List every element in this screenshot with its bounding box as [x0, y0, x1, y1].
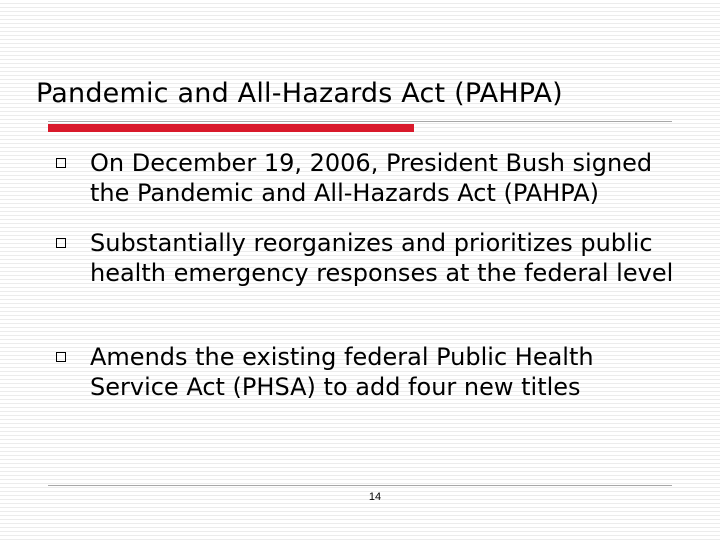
bullet-text: Substantially reorganizes and prioritizes public health emergency responses at the federal level [90, 229, 674, 287]
bullet-text: Amends the existing federal Public Health Service Act (PHSA) to add four new titles [90, 343, 594, 401]
footer-divider [48, 485, 672, 486]
hollow-square-bullet-icon [56, 158, 66, 168]
page-number: 14 [368, 491, 382, 503]
bullet-item [36, 228, 686, 288]
bullet-item [36, 342, 686, 402]
hollow-square-bullet-icon [56, 352, 66, 362]
hollow-square-bullet-icon [56, 238, 66, 248]
slide-title: Pandemic and All-Hazards Act (PAHPA) [36, 78, 563, 109]
bullet-item [36, 148, 686, 208]
bullet-text: On December 19, 2006, President Bush signed the Pandemic and All-Hazards Act (PAHPA) [90, 149, 653, 207]
